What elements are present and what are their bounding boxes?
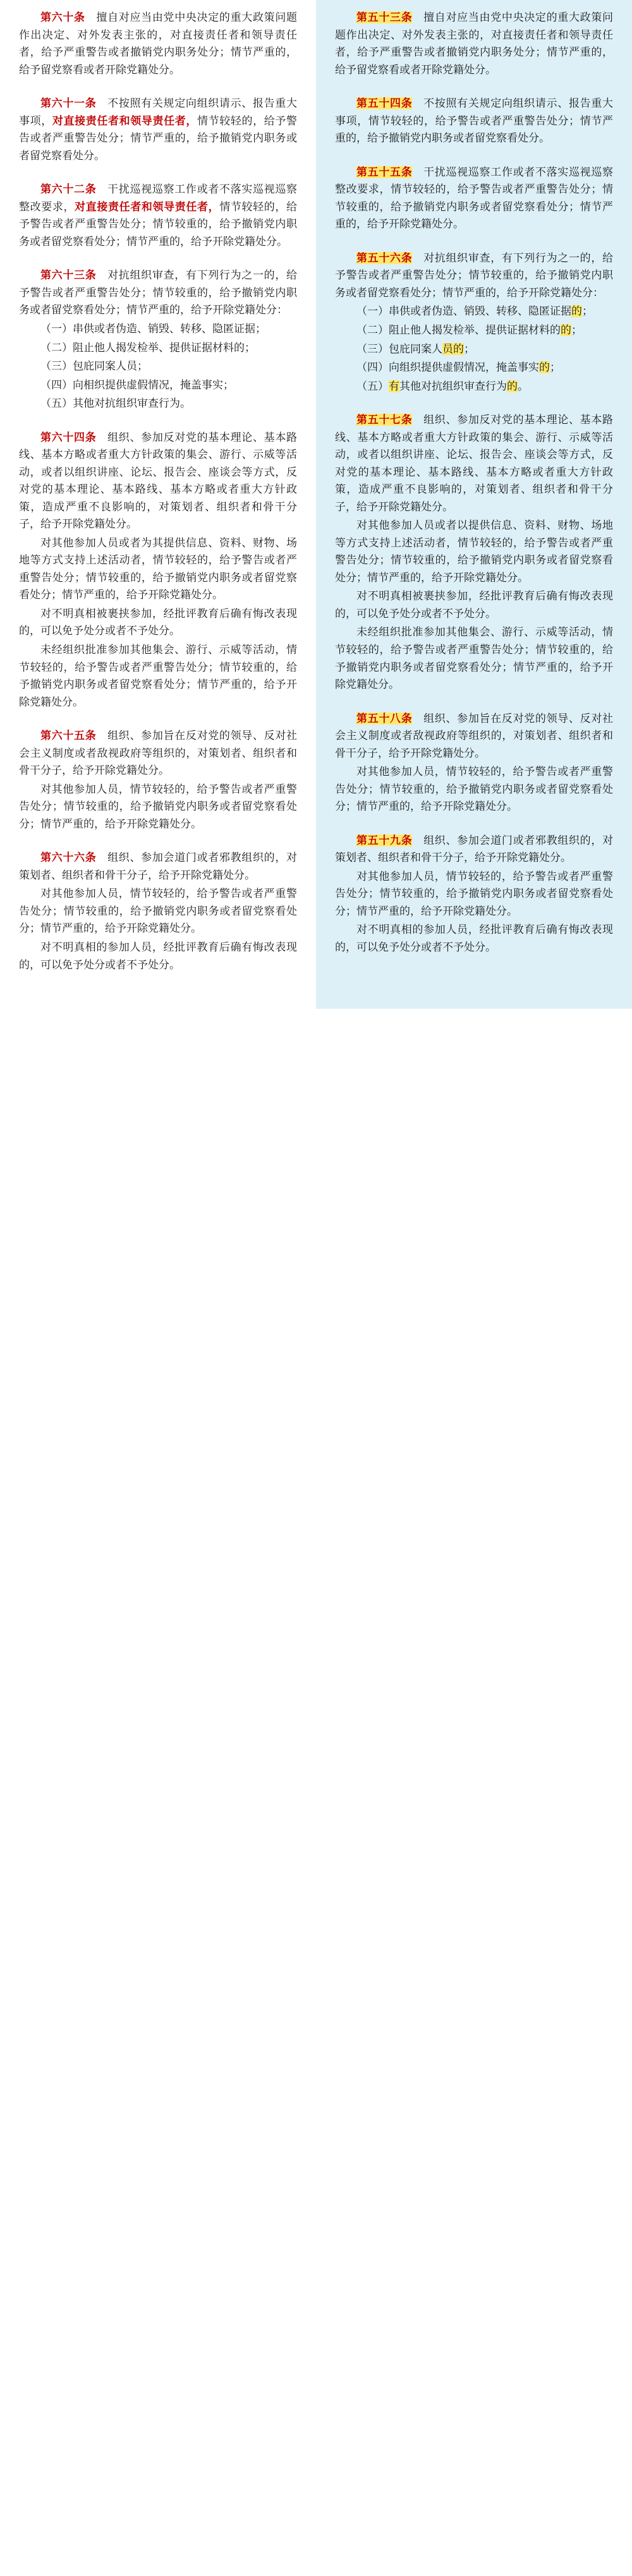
highlight-text: 的 <box>507 380 518 392</box>
article <box>19 181 297 267</box>
article <box>335 250 613 411</box>
article-paragraph: （三）包庇同案人员的； <box>356 342 475 355</box>
document-comparison <box>0 0 632 1009</box>
article-first-paragraph: 第五十五条 干扰巡视巡察工作或者不落实巡视巡察整改要求，情节较轻的，给予警告或者严重警告处分；情节较重的，给予撤销党内职务或者留党察看处分；情节严重的，给予开除党籍处分。 <box>335 166 614 231</box>
article-paragraph: （一）串供或者伪造、销毁、转移、隐匿证据； <box>40 322 266 335</box>
article-paragraph: 对不明真相的参加人员，经批评教育后确有悔改表现的，可以免予处分或者不予处分。 <box>335 924 613 953</box>
article-number: 第六十六条 <box>40 852 97 864</box>
article-paragraph: 对不明真相的参加人员，经批评教育后确有悔改表现的，可以免予处分或者不予处分。 <box>19 941 297 971</box>
article-first-paragraph: 第六十三条 对抗组织审查，有下列行为之一的，给予警告或者严重警告处分；情节较重的，给予撤销党内职务或者留党察看处分；情节严重的，给予开除党籍处分： <box>19 269 298 316</box>
article <box>335 9 613 95</box>
article-number: 第五十三条 <box>356 11 413 23</box>
article-first-paragraph: 第五十九条 组织、参加会道门或者邪教组织的，对策划者、组织者和骨干分子，给予开除党籍处分。 <box>335 834 614 864</box>
article-paragraph: （三）包庇同案人员； <box>40 360 148 373</box>
highlight-text: 有 <box>389 380 399 392</box>
article-number: 第五十四条 <box>356 97 413 110</box>
article <box>335 832 613 973</box>
article-paragraph: （一）串供或者伪造、销毁、转移、隐匿证据的； <box>356 305 593 318</box>
article-first-paragraph: 第六十一条 不按照有关规定向组织请示、报告重大事项，对直接责任者和领导责任者，情节较轻的，给予警告或者严重警告处分；情节严重的，给予撤销党内职务或者留党察看处分。 <box>19 97 298 162</box>
article-number: 第五十九条 <box>356 834 413 846</box>
article-paragraph: 对其他参加人员，情节较轻的，给予警告或者严重警告处分；情节较重的，给予撤销党内职务或者留党察看处分；情节严重的，给予开除党籍处分。 <box>19 783 297 830</box>
highlight-text: 的 <box>571 305 582 318</box>
article <box>335 411 613 710</box>
article-number: 第六十一条 <box>40 97 97 110</box>
column-original <box>316 0 632 1009</box>
highlight-text: 的 <box>561 323 571 336</box>
article <box>19 267 297 428</box>
article-number: 第六十三条 <box>40 269 97 282</box>
article <box>19 9 297 95</box>
article <box>19 727 297 849</box>
article <box>335 710 613 832</box>
article-paragraph: （四）向组织提供虚假情况，掩盖事实的； <box>356 361 561 374</box>
article-paragraph: （二）阻止他人揭发检举、提供证据材料的； <box>40 341 255 354</box>
article-paragraph: （四）向相织提供虚假情况，掩盖事实； <box>40 378 234 391</box>
article-paragraph: 对其他参加人员或者为其提供信息、资料、财物、场地等方式支持上述活动者，情节较轻的，给予警告或者严重警告处分；情节较重的，给予撤销党内职务或者留党察看处分；情节严重的，给予开除党籍处分。 <box>19 536 297 601</box>
article-paragraph: （五）其他对抗组织审查行为。 <box>40 397 191 410</box>
article-paragraph: 对其他参加人员，情节较轻的，给予警告或者严重警告处分；情节较重的，给予撤销党内职务或者留党察看处分；情节严重的，给予开除党籍处分。 <box>335 870 613 917</box>
article-paragraph: 对其他参加人员或者以提供信息、资料、财物、场地等方式支持上述活动者，情节较轻的，给予警告或者严重警告处分；情节较重的，给予撤销党内职务或者留党察看处分；情节严重的，给予开除党籍处分。 <box>335 519 613 584</box>
article-first-paragraph: 第五十七条 组织、参加反对党的基本理论、基本路线、基本方略或者重大方针政策的集会、游行、示威等活动，或者以组织讲座、论坛、报告会、座谈会等方式，反对党的基本理论、基本路线、基本方略或者重大方针政策，造成严重不良影响的，对策划者、组织者和骨干分子，给予开除党籍处分。 <box>335 414 614 513</box>
article-first-paragraph: 第六十四条 组织、参加反对党的基本理论、基本路线、基本方略或者重大方针政策的集会、游行、示威等活动，或者以组织讲座、论坛、报告会、座谈会等方式，反对党的基本理论、基本路线、基本方略或者重大方针政策，造成严重不良影响的，对策划者、组织者和骨干分子，给予开除党籍处分。 <box>19 431 298 531</box>
article-paragraph: 未经组织批准参加其他集会、游行、示威等活动，情节较轻的，给予警告或者严重警告处分；情节较重的，给予撤销党内职务或者留党察看处分；情节严重的，给予开除党籍处分。 <box>335 626 613 691</box>
article <box>19 95 297 181</box>
article-paragraph: （二）阻止他人揭发检举、提供证据材料的的； <box>356 323 582 336</box>
emphasis-text: 对直接责任者和领导责任者， <box>52 114 197 127</box>
article-first-paragraph: 第五十四条 不按照有关规定向组织请示、报告重大事项，情节较轻的，给予警告或者严重警告处分；情节严重的，给予撤销党内职务或者留党察看处分。 <box>335 97 614 145</box>
article-first-paragraph: 第六十六条 组织、参加会道门或者邪教组织的，对策划者、组织者和骨干分子，给予开除党籍处分。 <box>19 852 298 881</box>
article <box>335 164 613 250</box>
article-first-paragraph: 第五十八条 组织、参加旨在反对党的领导、反对社会主义制度或者敌视政府等组织的，对策划者、组织者和骨干分子，给予开除党籍处分。 <box>335 712 614 759</box>
article-number: 第五十八条 <box>356 712 413 725</box>
article-number: 第五十五条 <box>356 166 413 178</box>
highlight-text: 的 <box>539 361 550 374</box>
article-paragraph: 对其他参加人员，情节较轻的，给予警告或者严重警告处分；情节较重的，给予撤销党内职务或者留党察看处分；情节严重的，给予开除党籍处分。 <box>19 888 297 935</box>
article-first-paragraph: 第六十条 擅自对应当由党中央决定的重大政策问题作出决定、对外发表主张的，对直接责任者和领导责任者，给予严重警告或者撤销党内职务处分；情节严重的，给予留党察看或者开除党籍处分。 <box>19 11 298 76</box>
article <box>19 429 297 728</box>
article-paragraph: 对不明真相被裹挟参加，经批评教育后确有悔改表现的，可以免予处分或者不予处分。 <box>19 607 297 637</box>
article-first-paragraph: 第五十三条 擅自对应当由党中央决定的重大政策问题作出决定、对外发表主张的，对直接责任者和领导责任者，给予严重警告或者撤销党内职务处分；情节严重的，给予留党察看或者开除党籍处分。 <box>335 11 614 76</box>
article <box>19 849 297 990</box>
article-paragraph: 对不明真相被裹挟参加，经批评教育后确有悔改表现的，可以免予处分或者不予处分。 <box>335 590 613 620</box>
article-paragraph: 未经组织批准参加其他集会、游行、示威等活动，情节较轻的，给予警告或者严重警告处分；情节较重的，给予撤销党内职务或者留党察看处分；情节严重的，给予开除党籍处分。 <box>19 644 297 708</box>
article-number: 第六十五条 <box>40 730 97 742</box>
article <box>335 95 613 164</box>
article-number: 第六十条 <box>40 11 85 23</box>
article-first-paragraph: 第六十五条 组织、参加旨在反对党的领导、反对社会主义制度或者敌视政府等组织的，对策划者、组织者和骨干分子，给予开除党籍处分。 <box>19 730 298 777</box>
article-paragraph: 对其他参加人员，情节较轻的，给予警告或者严重警告处分；情节较重的，给予撤销党内职务或者留党察看处分；情节严重的，给予开除党籍处分。 <box>335 766 613 813</box>
article-paragraph: （五）有其他对抗组织审查行为的。 <box>356 380 528 392</box>
article-number: 第五十六条 <box>356 251 413 264</box>
article-number: 第五十七条 <box>356 414 413 426</box>
highlight-text: 员的 <box>442 342 464 355</box>
emphasis-text: 对直接责任者和领导责任者， <box>75 200 220 213</box>
article-number: 第六十四条 <box>40 431 97 443</box>
article-first-paragraph: 第五十六条 对抗组织审查，有下列行为之一的，给予警告或者严重警告处分；情节较重的，给予撤销党内职务或者留党察看处分；情节严重的，给予开除党籍处分： <box>335 251 614 299</box>
column-revised <box>0 0 316 1009</box>
article-number: 第六十二条 <box>40 183 97 196</box>
article-first-paragraph: 第六十二条 干扰巡视巡察工作或者不落实巡视巡察整改要求，对直接责任者和领导责任者，情节较轻的，给予警告或者严重警告处分；情节较重的，给予撤销党内职务或者留党察看处分；情节严重的，给予开除党籍处分。 <box>19 183 298 248</box>
